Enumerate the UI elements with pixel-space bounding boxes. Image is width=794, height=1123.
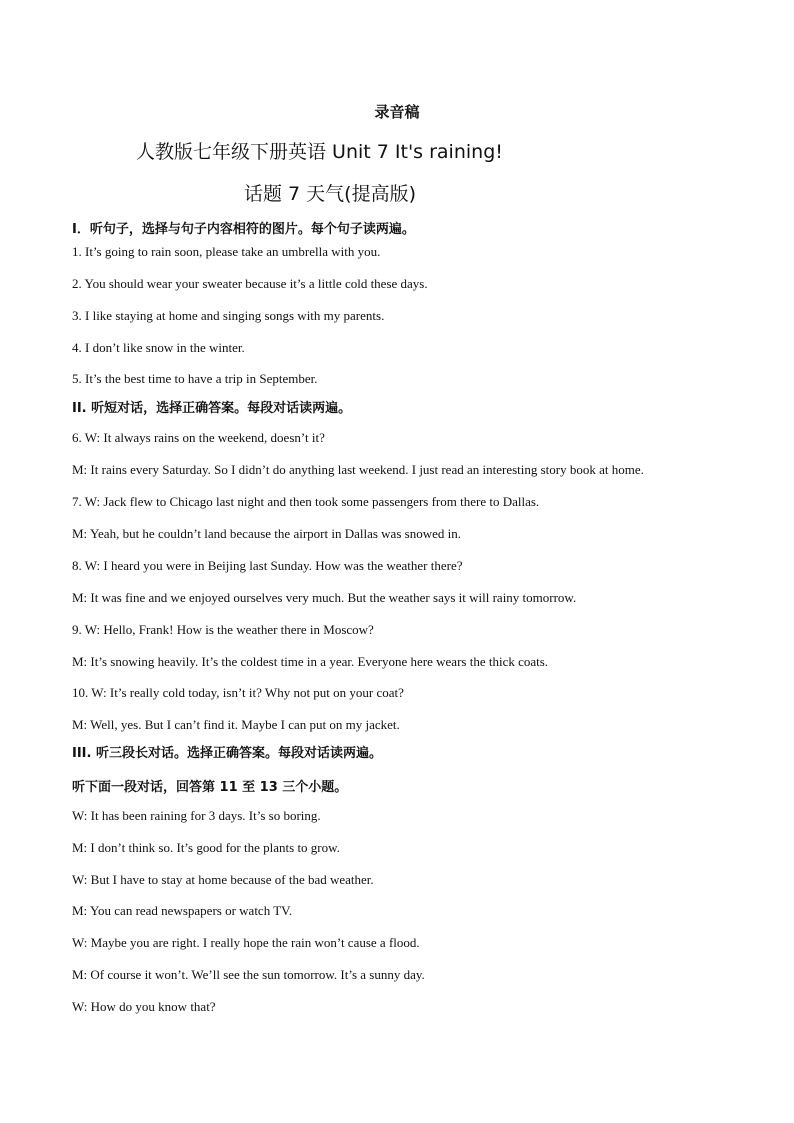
dialogue-line: 6. W: It always rains on the weekend, doesn’t it?: [72, 430, 325, 445]
dialogue-line: M: It rains every Saturday. So I didn’t do anything last weekend. I just read an interesting story book at home.: [72, 462, 644, 477]
sentence-5: 5. It’s the best time to have a trip in September.: [72, 371, 318, 386]
transcript-label: 录音稿: [374, 103, 420, 121]
sentence-2: 2. You should wear your sweater because it’s a little cold these days.: [72, 276, 428, 291]
document-subtitle: 话题 7 天气(提高版): [244, 183, 416, 205]
document-title: 人教版七年级下册英语 Unit 7 It's raining!: [136, 141, 503, 163]
dialogue-line: W: It has been raining for 3 days. It’s so boring.: [72, 808, 321, 823]
sentence-1: 1. It’s going to rain soon, please take an umbrella with you.: [72, 244, 381, 259]
dialogue-line: W: Maybe you are right. I really hope the rain won’t cause a flood.: [72, 935, 420, 950]
sentence-3: 3. I like staying at home and singing songs with my parents.: [72, 308, 385, 323]
dialogue-line: M: It’s snowing heavily. It’s the coldest time in a year. Everyone here wears the thick coats.: [72, 654, 549, 669]
dialogue-line: M: You can read newspapers or watch TV.: [72, 903, 293, 918]
sentence-4: 4. I don’t like snow in the winter.: [72, 340, 245, 355]
dialogue-line: 10. W: It’s really cold today, isn’t it? Why not put on your coat?: [72, 685, 404, 700]
section-3-heading: III. 听三段长对话。选择正确答案。每段对话读两遍。: [72, 746, 382, 761]
dialogue-line: M: Yeah, but he couldn’t land because the airport in Dallas was snowed in.: [72, 526, 461, 541]
dialogue-line: M: Of course it won’t. We’ll see the sun tomorrow. It’s a sunny day.: [72, 967, 425, 982]
dialogue-line: M: I don’t think so. It’s good for the plants to grow.: [72, 840, 340, 855]
dialogue-line: M: It was fine and we enjoyed ourselves very much. But the weather says it will rainy tomorrow.: [72, 590, 577, 605]
dialogue-line: 8. W: I heard you were in Beijing last Sunday. How was the weather there?: [72, 558, 463, 573]
section-3-subheading: 听下面一段对话，回答第 11 至 13 三个小题。: [72, 780, 348, 795]
dialogue-line: M: Well, yes. But I can’t find it. Maybe I can put on my jacket.: [72, 717, 400, 732]
dialogue-line: 9. W: Hello, Frank! How is the weather there in Moscow?: [72, 622, 374, 637]
dialogue-line: 7. W: Jack flew to Chicago last night and then took some passengers from there to Dallas.: [72, 494, 540, 509]
dialogue-line: W: How do you know that?: [72, 999, 216, 1014]
section-2-heading: II. 听短对话，选择正确答案。每段对话读两遍。: [72, 401, 352, 416]
dialogue-line: W: But I have to stay at home because of the bad weather.: [72, 872, 374, 887]
section-1-heading: I．听句子，选择与句子内容相符的图片。每个句子读两遍。: [72, 222, 415, 237]
